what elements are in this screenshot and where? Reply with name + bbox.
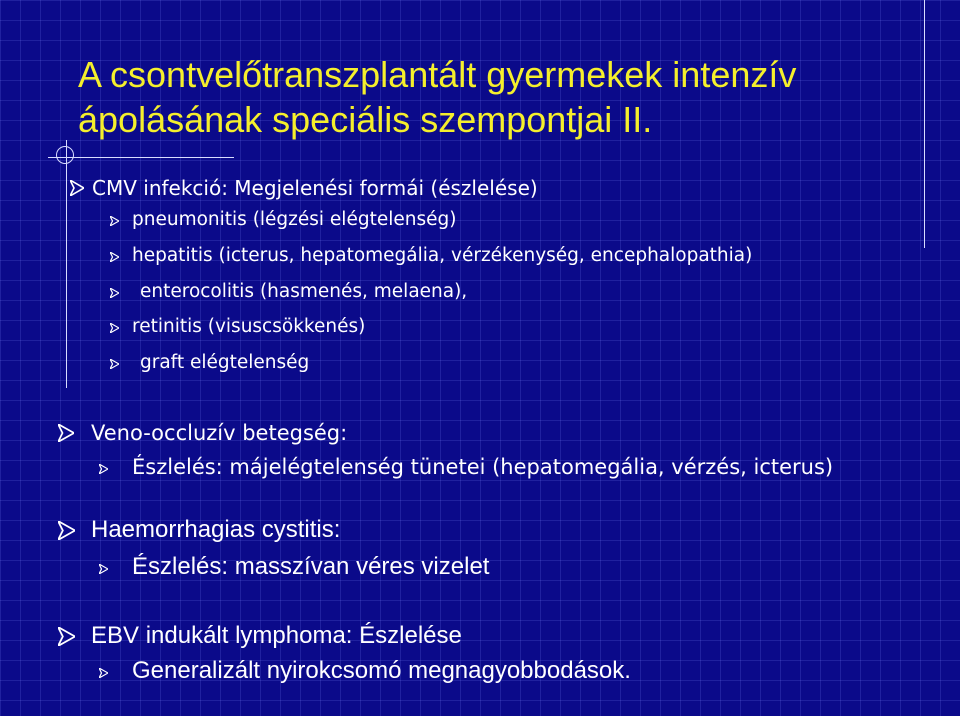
slide-title-line-2: ápolásának speciális szempontjai II. xyxy=(78,99,653,140)
arrowhead-bullet-icon xyxy=(110,216,119,226)
arrowhead-bullet-icon xyxy=(110,288,119,298)
sub-bullet-text: retinitis (visuscsökkenés) xyxy=(132,316,366,337)
sub-bullet-text: Észlelés: májelégtelenség tünetei (hepatomegália, vérzés, icterus) xyxy=(132,455,834,479)
arrowhead-bullet-icon xyxy=(99,668,108,678)
arrowhead-bullet-icon xyxy=(110,323,119,333)
arrowhead-bullet-icon xyxy=(70,180,84,196)
decorative-guide-line xyxy=(48,157,234,158)
arrowhead-bullet-icon xyxy=(110,252,119,262)
decorative-vertical-line-right xyxy=(924,0,925,248)
sub-bullet-text: graft elégtelenség xyxy=(140,352,310,373)
arrowhead-bullet-icon xyxy=(99,464,108,474)
arrowhead-bullet-icon xyxy=(58,521,75,540)
arrowhead-bullet-icon xyxy=(99,564,108,574)
bullet-heading-text: EBV indukált lymphoma: Észlelése xyxy=(91,622,462,649)
arrowhead-bullet-icon xyxy=(58,424,74,442)
bullet-heading-text: Veno-occluzív betegség: xyxy=(91,421,348,445)
sub-bullet-text: enterocolitis (hasmenés, melaena), xyxy=(140,281,468,302)
decorative-crosshair-circle xyxy=(56,146,74,164)
bullet-heading-text: CMV infekció: Megjelenési formái (észlelése) xyxy=(92,176,538,200)
arrowhead-bullet-icon xyxy=(110,359,119,369)
sub-bullet-text: Generalizált nyirokcsomó megnagyobbodások. xyxy=(132,657,631,684)
arrowhead-bullet-icon xyxy=(58,627,75,646)
sub-bullet-text: hepatitis (icterus, hepatomegália, vérzékenység, encephalopathia) xyxy=(132,245,753,266)
sub-bullet-text: Észlelés: masszívan véres vizelet xyxy=(132,553,490,580)
sub-bullet-text: pneumonitis (légzési elégtelenség) xyxy=(132,209,457,230)
slide-title xyxy=(78,52,898,142)
decorative-vertical-line-left xyxy=(66,140,67,388)
bullet-heading-text: Haemorrhagias cystitis: xyxy=(91,516,341,543)
slide-title-line-1: A csontvelőtranszplantált gyermekek intenzív xyxy=(78,54,797,95)
